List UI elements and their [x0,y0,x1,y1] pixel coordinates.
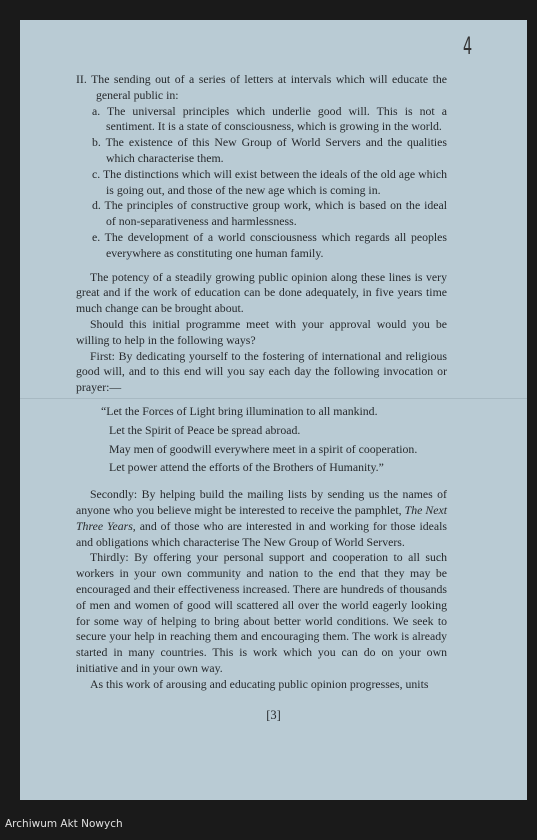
list-item-c: c. The distinctions which will exist between the ideals of the old age which is going out, and those of the new age which is coming in. [92,166,447,197]
secondly-text: and of those who are interested in and working for those ideals and obligations which characterise The New Group of World Servers. [76,518,447,549]
list-item-a: a. The universal principles which underlie good will. This is not a sentiment. It is a state of consciousness, which is growing in the world. [92,103,447,134]
invocation-block [76,404,447,476]
paragraph-thirdly: Thirdly: By offering your personal support and cooperation to all such workers in your own community and nation to the end that they may be encouraged and their effectiveness increased. There are hundreds of thousands of men and women of good will scattered all over the world eagerly looking for some way of helping to bring about better world conditions. We seek to secure your help in reaching them and encouraging them. The work is already started in many countries. This is work which you can do on your own initiative and in your own way. [76,550,447,675]
secondly-text: Secondly: By helping build the mailing lists by sending us the names of anyone who you believe might be interested to receive the pamphlet, [76,487,447,517]
document-page [20,20,527,800]
archive-label: Archiwum Akt Nowych [5,818,123,830]
list-item-b: b. The existence of this New Group of World Servers and the qualities which characterise them. [92,135,447,165]
paragraph-should: Should this initial programme meet with your approval would you be willing to help in the following ways? [76,316,447,347]
invocation-line: Let the Spirit of Peace be spread abroad. [109,422,301,437]
handwritten-page-number: 4 [463,32,473,60]
paragraph-first: First: By dedicating yourself to the fostering of international and religious good will, and to this end will you say each day the following invocation or prayer:— [76,348,447,395]
invocation-line: May men of goodwill everywhere meet in a spirit of cooperation. [109,441,418,456]
paragraph-last-line: As this work of arousing and educating public opinion progresses, units [90,676,429,691]
list-item-e: e. The development of a world consciousness which regards all peoples everywhere as constituting one human family. [92,229,447,260]
footer-page-number: [3] [266,708,281,722]
paragraph-secondly [76,487,447,550]
section-ii-heading: II. The sending out of a series of letters at intervals which will educate the general public in: [76,72,447,102]
list-item-d: d. The principles of constructive group work, which is based on the ideal of non-separativeness and harmlessness. [92,198,447,229]
invocation-line: “Let the Forces of Light bring illumination to all mankind. [101,403,378,418]
paragraph-potency: The potency of a steadily growing public opinion along these lines is very great and if the work of education can be done adequately, in five years time much change can be brought about. [76,269,447,316]
body-text [76,72,447,692]
invocation-line: Let power attend the efforts of the Brothers of Humanity.” [109,460,384,475]
pamphlet-title: The Next Three Years, [76,502,447,533]
